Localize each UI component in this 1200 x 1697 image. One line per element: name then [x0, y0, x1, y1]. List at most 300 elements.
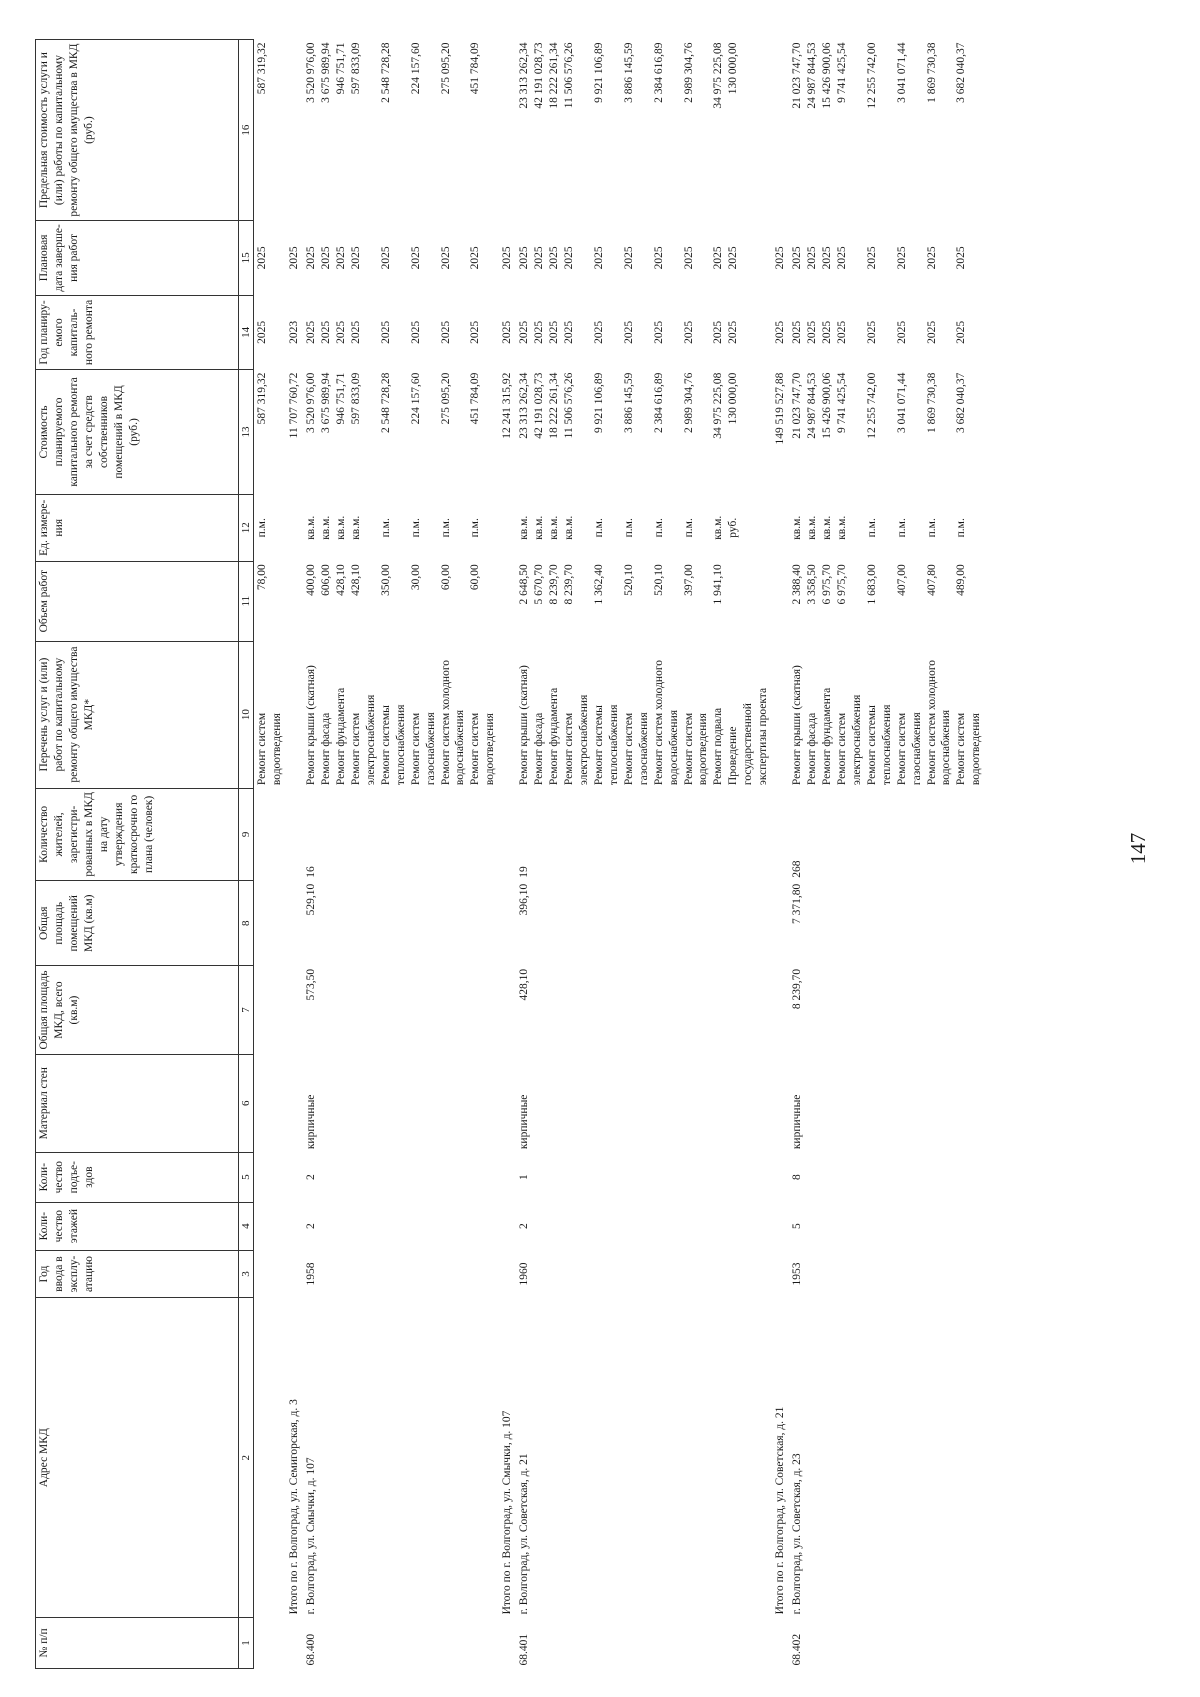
limit-cost-value: 2 989 304,76 — [682, 42, 695, 103]
end-year-value: 2025 — [409, 246, 422, 270]
work-item-text: Ремонт системы — [379, 705, 392, 786]
limit-cost-value: 224 157,60 — [409, 42, 422, 95]
end-year-value: 2025 — [469, 246, 482, 270]
unit-value: п.м. — [682, 518, 695, 538]
year: 1958 — [305, 1262, 318, 1286]
volume-value: 1 362,40 — [592, 564, 605, 605]
work-item-text: Ремонт крыши (скатная) — [518, 665, 531, 786]
area-premises: 529,10 — [305, 883, 318, 916]
cost-value: 18 222 261,34 — [548, 372, 561, 439]
cost-value: 3 041 071,44 — [895, 372, 908, 434]
unit-cell — [789, 494, 985, 561]
address-total-row — [772, 40, 789, 1669]
end-year-value: 2025 — [533, 246, 546, 270]
volume-value: 400,00 — [305, 564, 318, 596]
building-row — [303, 40, 499, 1669]
work-item-text: электроснабжения — [577, 694, 590, 786]
empty-cell — [772, 561, 789, 641]
work-item-text: Ремонт систем холодного — [439, 659, 452, 786]
limit-cost-value: 12 255 742,00 — [865, 42, 878, 109]
header-unit: Ед. измере-ния — [36, 494, 239, 561]
end-year-cell: 2025 — [256, 246, 269, 270]
work-item-text: Ремонт систем — [682, 712, 695, 786]
plan-year-value: 2025 — [865, 320, 878, 344]
unit-value: кв.м. — [334, 515, 347, 540]
wall-material: кирпичные — [791, 1094, 804, 1150]
year: 1960 — [518, 1262, 531, 1286]
header-limit-cost: Предельная стоимость услуги и (или) работы по капитальному ремонту общего имущества в МКД (руб.) — [36, 40, 239, 221]
cost-value: 3 886 145,59 — [622, 372, 635, 434]
entrances: 1 — [518, 1174, 531, 1181]
unit-value: п.м. — [895, 518, 908, 538]
cost-value: 2 384 616,89 — [652, 372, 665, 434]
work-item — [711, 644, 726, 785]
plan-year-value: 2025 — [806, 320, 819, 344]
end-year-cell — [516, 221, 772, 296]
area-total: 8 239,70 — [791, 968, 804, 1010]
limit-cost-value: 3 520 976,00 — [305, 42, 318, 103]
works-list-cell — [254, 641, 286, 788]
end-year-value: 2025 — [379, 246, 392, 270]
column-number: 3 — [239, 1250, 254, 1298]
cost-value: 946 751,71 — [334, 372, 347, 425]
end-year-value: 2025 — [865, 246, 878, 270]
work-item-text: Проведение — [727, 726, 740, 786]
limit-cost-cell: 587 319,32 — [256, 42, 269, 95]
volume-value: 407,00 — [895, 564, 908, 596]
work-item — [790, 644, 805, 785]
work-item-text: электроснабжения — [364, 694, 377, 786]
cost-value: 130 000,00 — [727, 372, 740, 425]
work-item-text: электроснабжения — [850, 694, 863, 786]
total-plan-year: 2025 — [774, 320, 787, 344]
works-list-cell — [516, 641, 772, 788]
cost-value: 3 682 040,37 — [955, 372, 968, 434]
work-item — [304, 644, 319, 785]
empty-cell — [254, 1054, 286, 1152]
wall-material: кирпичные — [305, 1094, 318, 1150]
unit-value: кв.м. — [563, 515, 576, 540]
unit-value: кв.м. — [835, 515, 848, 540]
address: г. Волгоград, ул. Смычки, д. 107 — [305, 1457, 318, 1615]
end-year-value: 2025 — [727, 246, 740, 270]
plan-year-value: 2025 — [518, 320, 531, 344]
unit-value: п.м. — [865, 518, 878, 538]
work-item-text: Ремонт систем — [895, 712, 908, 786]
empty-cell — [286, 966, 303, 1054]
work-item-text: Ремонт систем — [409, 712, 422, 786]
plan-year-value: 2025 — [469, 320, 482, 344]
residents: 16 — [305, 866, 318, 878]
work-item — [682, 644, 712, 785]
entrances: 8 — [791, 1174, 804, 1181]
end-year-value: 2025 — [712, 246, 725, 270]
unit-value: кв.м. — [548, 515, 561, 540]
address-total-row — [499, 40, 516, 1669]
work-item-text: газоснабжения — [424, 712, 437, 786]
work-item — [562, 644, 592, 785]
unit-value: кв.м. — [320, 515, 333, 540]
unit-value: кв.м. — [712, 515, 725, 540]
volume-value: 8 239,70 — [548, 564, 561, 605]
address-total-row — [286, 40, 303, 1669]
unit-value: п.м. — [592, 518, 605, 538]
work-item-text: водоотведения — [484, 713, 497, 786]
empty-cell — [254, 788, 286, 881]
empty-cell — [772, 1054, 789, 1152]
area-total: 428,10 — [518, 968, 531, 1001]
plan-year-value: 2025 — [548, 320, 561, 344]
header-volume: Объем работ — [36, 561, 239, 641]
column-number: 15 — [239, 221, 254, 296]
column-number: 9 — [239, 788, 254, 881]
empty-cell — [286, 788, 303, 881]
building-row — [789, 40, 985, 1669]
residents: 19 — [518, 866, 531, 878]
limit-cost-value: 3 041 071,44 — [895, 42, 908, 103]
work-item-text: Ремонт фасада — [320, 712, 333, 786]
cost-value: 2 548 728,28 — [379, 372, 392, 434]
work-item-text: водоотведения — [697, 713, 710, 786]
total-cost: 11 707 760,72 — [288, 372, 301, 439]
end-year-value: 2025 — [682, 246, 695, 270]
work-item-text: газоснабжения — [910, 712, 923, 786]
cost-value: 11 506 576,26 — [563, 372, 576, 439]
area-premises: 396,10 — [518, 883, 531, 916]
empty-cell — [254, 966, 286, 1054]
carryover-row — [254, 40, 286, 1669]
plan-year-value: 2025 — [320, 320, 333, 344]
year: 1953 — [791, 1262, 804, 1286]
cost-value: 42 191 028,73 — [533, 372, 546, 439]
end-year-value: 2025 — [563, 246, 576, 270]
work-item — [954, 644, 984, 785]
volume-value: 3 358,50 — [806, 564, 819, 605]
work-item-text: теплоснабжения — [394, 704, 407, 786]
work-item-text: Ремонт систем холодного — [652, 659, 665, 786]
work-item — [592, 644, 622, 785]
empty-cell — [286, 561, 303, 641]
work-item — [349, 644, 379, 785]
unit-value: руб. — [727, 517, 740, 538]
limit-cost-value: 3 675 989,94 — [320, 42, 333, 103]
work-item-text: Ремонт систем — [256, 712, 269, 786]
header-area-premises: Общая площадь помещений МКД (кв.м) — [36, 881, 239, 966]
unit-value: кв.м. — [533, 515, 546, 540]
work-item-text: экспертизы проекта — [757, 687, 770, 786]
header-floors: Коли-чество этажей — [36, 1202, 239, 1250]
work-item — [652, 644, 682, 785]
plan-year-value: 2025 — [533, 320, 546, 344]
limit-cost-value: 130 000,00 — [727, 42, 740, 95]
work-item-text: водоотведения — [271, 713, 284, 786]
header-end-year: Плановая дата заверше-ния работ — [36, 221, 239, 296]
cost-value: 9 921 106,89 — [592, 372, 605, 434]
plan-year-value: 2025 — [622, 320, 635, 344]
cost-value: 451 784,09 — [469, 372, 482, 425]
work-item-text: Ремонт крыши (скатная) — [791, 665, 804, 786]
volume-cell: 78,00 — [256, 564, 269, 591]
plan-year-cell: 2025 — [256, 320, 269, 344]
empty-cell — [499, 1152, 516, 1202]
limit-cost-value: 42 191 028,73 — [533, 42, 546, 109]
work-item-text: Ремонт фундамента — [548, 687, 561, 786]
empty-cell — [772, 966, 789, 1054]
row-number: 68.401 — [518, 1633, 531, 1666]
capital-repair-table — [35, 39, 985, 1669]
limit-cost-cell — [303, 40, 499, 221]
total-label: Итого по г. Волгоград, ул. Семигорская, д. 3 — [288, 1399, 301, 1615]
column-number: 4 — [239, 1202, 254, 1250]
wall-material: кирпичные — [518, 1094, 531, 1150]
unit-value: п.м. — [379, 518, 392, 538]
end-year-value: 2025 — [548, 246, 561, 270]
cost-value: 597 833,09 — [349, 372, 362, 425]
empty-cell — [286, 1152, 303, 1202]
end-year-value: 2025 — [592, 246, 605, 270]
volume-value: 6 975,70 — [820, 564, 833, 605]
end-year-value: 2025 — [806, 246, 819, 270]
page-number: 147 — [1126, 832, 1150, 865]
empty-cell — [286, 1054, 303, 1152]
limit-cost-value: 34 975 225,08 — [712, 42, 725, 109]
volume-value: 8 239,70 — [563, 564, 576, 605]
work-item-text: Ремонт фасада — [533, 712, 546, 786]
total-end-year: 2025 — [501, 246, 514, 270]
column-number: 16 — [239, 40, 254, 221]
header-address: Адрес МКД — [36, 1298, 239, 1617]
column-number: 11 — [239, 561, 254, 641]
cost-value: 224 157,60 — [409, 372, 422, 425]
empty-cell — [286, 881, 303, 966]
work-item-text: Ремонт фундамента — [820, 687, 833, 786]
empty-cell — [499, 494, 516, 561]
cost-value: 1 869 730,38 — [925, 372, 938, 434]
empty-cell — [499, 1054, 516, 1152]
work-item — [622, 644, 652, 785]
empty-cell — [772, 1250, 789, 1298]
limit-cost-value: 946 751,71 — [334, 42, 347, 95]
cost-value: 34 975 225,08 — [712, 372, 725, 439]
empty-cell — [499, 788, 516, 881]
cost-value: 12 255 742,00 — [865, 372, 878, 439]
empty-cell — [254, 1152, 286, 1202]
header-residents: Количество жителей, зарегистри-рованных в МКД на дату утверждения краткосрочно го плана (человек) — [36, 788, 239, 881]
cost-value: 3 675 989,94 — [320, 372, 333, 434]
plan-year-value: 2025 — [712, 320, 725, 344]
cost-value: 21 023 747,70 — [791, 372, 804, 439]
volume-cell — [303, 561, 499, 641]
limit-cost-value: 21 023 747,70 — [791, 42, 804, 109]
header-plan-year: Год планиру-емого капиталь-ного ремонта — [36, 295, 239, 370]
empty-cell — [499, 881, 516, 966]
table-header-row — [36, 40, 239, 1669]
cost-value: 23 313 262,34 — [518, 372, 531, 439]
plan-year-value: 2025 — [563, 320, 576, 344]
end-year-value: 2025 — [791, 246, 804, 270]
end-year-value: 2025 — [518, 246, 531, 270]
limit-cost-cell — [516, 40, 772, 221]
column-number: 10 — [239, 641, 254, 788]
header-wall: Материал стен — [36, 1054, 239, 1152]
work-item-text: Ремонт систем — [469, 712, 482, 786]
empty-cell — [254, 1298, 286, 1617]
empty-cell — [499, 40, 516, 221]
unit-value: п.м. — [925, 518, 938, 538]
table-body — [254, 40, 986, 1669]
work-item — [255, 644, 285, 785]
building-row — [516, 40, 772, 1669]
end-year-cell — [303, 221, 499, 296]
plan-year-value: 2025 — [305, 320, 318, 344]
volume-value: 5 670,70 — [533, 564, 546, 605]
work-item — [835, 644, 865, 785]
column-number: 13 — [239, 370, 254, 495]
column-number: 12 — [239, 494, 254, 561]
total-plan-year: 2023 — [288, 320, 301, 344]
volume-value: 60,00 — [469, 564, 482, 591]
plan-year-value: 2025 — [835, 320, 848, 344]
total-end-year: 2025 — [288, 246, 301, 270]
limit-cost-value: 451 784,09 — [469, 42, 482, 95]
column-number: 7 — [239, 966, 254, 1054]
empty-cell — [772, 40, 789, 221]
plan-year-value: 2025 — [682, 320, 695, 344]
work-item-text: Ремонт систем — [955, 712, 968, 786]
end-year-cell — [789, 221, 985, 296]
empty-cell — [772, 788, 789, 881]
plan-year-value: 2025 — [334, 320, 347, 344]
unit-value: кв.м. — [820, 515, 833, 540]
row-number: 68.400 — [305, 1633, 318, 1666]
unit-cell — [303, 494, 499, 561]
end-year-value: 2025 — [835, 246, 848, 270]
empty-cell — [772, 494, 789, 561]
unit-value: кв.м. — [305, 515, 318, 540]
empty-cell — [286, 494, 303, 561]
plan-year-value: 2025 — [925, 320, 938, 344]
unit-value: п.м. — [409, 518, 422, 538]
plan-year-value: 2025 — [439, 320, 452, 344]
limit-cost-value: 275 095,20 — [439, 42, 452, 95]
unit-value: п.м. — [439, 518, 452, 538]
works-list-cell — [303, 641, 499, 788]
end-year-value: 2025 — [652, 246, 665, 270]
volume-value: 350,00 — [379, 564, 392, 596]
unit-value: п.м. — [622, 518, 635, 538]
limit-cost-value: 15 426 900,06 — [820, 42, 833, 109]
work-item-text: водоснабжения — [940, 709, 953, 786]
header-cost: Стоимость планируемого капитального ремонта за счет средств собственников помещений в МКД (руб.) — [36, 370, 239, 495]
work-item — [409, 644, 439, 785]
plan-year-value: 2025 — [592, 320, 605, 344]
header-year: Год ввода в эксплу-атацию — [36, 1250, 239, 1298]
work-item-text: Ремонт подвала — [712, 707, 725, 786]
empty-cell — [499, 966, 516, 1054]
work-item — [547, 644, 562, 785]
work-item-text: водоснабжения — [454, 709, 467, 786]
volume-value: 407,80 — [925, 564, 938, 596]
limit-cost-value: 3 682 040,37 — [955, 42, 968, 103]
header-works-list: Перечень услуг и (или) работ по капитальному ремонту общего имущества МКД* — [36, 641, 239, 788]
cost-value: 275 095,20 — [439, 372, 452, 425]
end-year-value: 2025 — [622, 246, 635, 270]
work-item — [895, 644, 925, 785]
column-number: 1 — [239, 1617, 254, 1668]
volume-value: 520,10 — [652, 564, 665, 596]
work-item-text: теплоснабжения — [880, 704, 893, 786]
volume-value: 489,00 — [955, 564, 968, 596]
work-item-text: водоснабжения — [667, 709, 680, 786]
plan-year-value: 2025 — [652, 320, 665, 344]
cost-cell — [516, 370, 772, 495]
volume-value: 397,00 — [682, 564, 695, 596]
header-area-total: Общая площадь МКД, всего (кв.м) — [36, 966, 239, 1054]
cost-cell — [303, 370, 499, 495]
unit-value: п.м. — [469, 518, 482, 538]
volume-value: 1 683,00 — [865, 564, 878, 605]
work-item-text: Ремонт систем — [835, 712, 848, 786]
limit-cost-cell — [789, 40, 985, 221]
work-item-text: Ремонт крыши (скатная) — [305, 665, 318, 786]
work-item-text: теплоснабжения — [607, 704, 620, 786]
work-item-text: государственной — [742, 703, 755, 786]
plan-year-cell — [789, 295, 985, 370]
limit-cost-value: 3 886 145,59 — [622, 42, 635, 103]
cost-cell — [789, 370, 985, 495]
column-number: 6 — [239, 1054, 254, 1152]
cost-value: 9 741 425,54 — [835, 372, 848, 434]
work-item — [805, 644, 820, 785]
volume-value: 606,00 — [320, 564, 333, 596]
empty-cell — [772, 1617, 789, 1668]
volume-value: 2 648,50 — [518, 564, 531, 605]
limit-cost-value: 1 869 730,38 — [925, 42, 938, 103]
volume-value: 2 388,40 — [791, 564, 804, 605]
floors: 2 — [518, 1223, 531, 1230]
end-year-value: 2025 — [955, 246, 968, 270]
limit-cost-value: 11 506 576,26 — [563, 42, 576, 109]
plan-year-value: 2025 — [895, 320, 908, 344]
address: г. Волгоград, ул. Советская, д. 21 — [518, 1453, 531, 1615]
empty-cell — [286, 1250, 303, 1298]
empty-cell — [499, 1202, 516, 1250]
work-item — [468, 644, 498, 785]
work-item-text: Ремонт систем — [349, 712, 362, 786]
header-n: № п/п — [36, 1617, 239, 1668]
cost-value: 3 520 976,00 — [305, 372, 318, 434]
plan-year-cell — [303, 295, 499, 370]
column-number: 8 — [239, 881, 254, 966]
volume-value: 520,10 — [622, 564, 635, 596]
limit-cost-value: 9 921 106,89 — [592, 42, 605, 103]
volume-cell — [516, 561, 772, 641]
work-item — [865, 644, 895, 785]
end-year-value: 2025 — [925, 246, 938, 270]
floors: 5 — [791, 1223, 804, 1230]
total-cost: 12 241 315,92 — [501, 372, 514, 439]
work-item-text: Ремонт системы — [592, 705, 605, 786]
floors: 2 — [305, 1223, 318, 1230]
area-premises: 7 371,80 — [791, 883, 804, 924]
empty-cell — [772, 1152, 789, 1202]
column-number-row — [239, 40, 254, 1669]
header-entrances: Коли-чество подъе-здов — [36, 1152, 239, 1202]
work-item — [820, 644, 835, 785]
empty-cell — [499, 561, 516, 641]
plan-year-value: 2025 — [791, 320, 804, 344]
work-item-text: Ремонт фасада — [806, 712, 819, 786]
